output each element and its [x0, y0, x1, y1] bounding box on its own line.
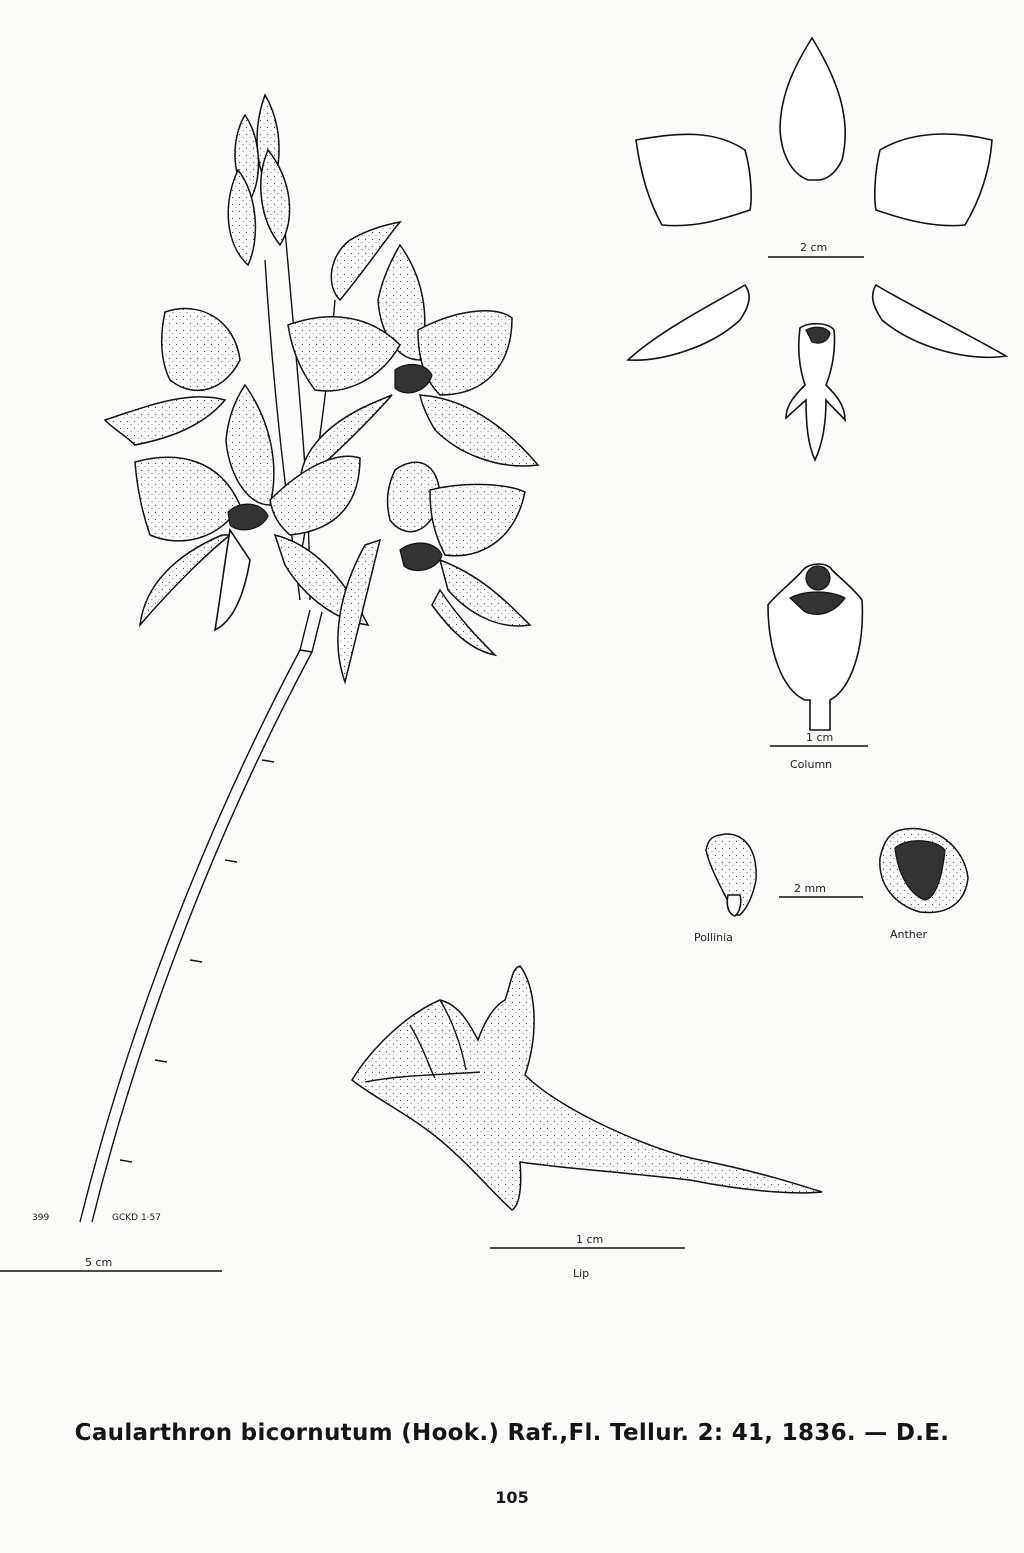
- lip-label: Lip: [573, 1267, 590, 1280]
- column-lip-front: [786, 324, 845, 460]
- dissected-flower: [628, 38, 1006, 460]
- plate-caption: Caularthron bicornutum (Hook.) Raf.,Fl. Tellur. 2: 41, 1836. — D.E.: [74, 1420, 950, 1446]
- flower: [162, 309, 240, 391]
- page-number: 105: [495, 1488, 529, 1507]
- petal-right: [875, 134, 992, 226]
- lateral-sepal-right: [873, 285, 1006, 357]
- column-scale-label: 1 cm: [806, 731, 834, 744]
- column-detail: [768, 564, 868, 771]
- anther-label: Anther: [890, 928, 928, 941]
- anther-detail: [880, 829, 968, 941]
- lip-detail: [352, 966, 822, 1280]
- pollinia-detail: [694, 834, 756, 944]
- pollinia-label: Pollinia: [694, 931, 733, 944]
- petal-left: [636, 134, 751, 225]
- flower: [226, 385, 274, 505]
- pollinia-anther-scale-label: 2 mm: [794, 882, 826, 895]
- stem: [80, 610, 322, 1222]
- flower-scale-label: 2 cm: [800, 241, 828, 254]
- dorsal-sepal: [780, 38, 845, 180]
- bud: [261, 150, 290, 245]
- habit-scale-label: 5 cm: [85, 1256, 113, 1269]
- lateral-sepal-left: [628, 285, 749, 360]
- lip-scale-label: 1 cm: [576, 1233, 604, 1246]
- artist-mark: GCKD 1·57: [112, 1213, 161, 1223]
- plate-number: 399: [32, 1213, 50, 1223]
- column-label: Column: [790, 758, 833, 771]
